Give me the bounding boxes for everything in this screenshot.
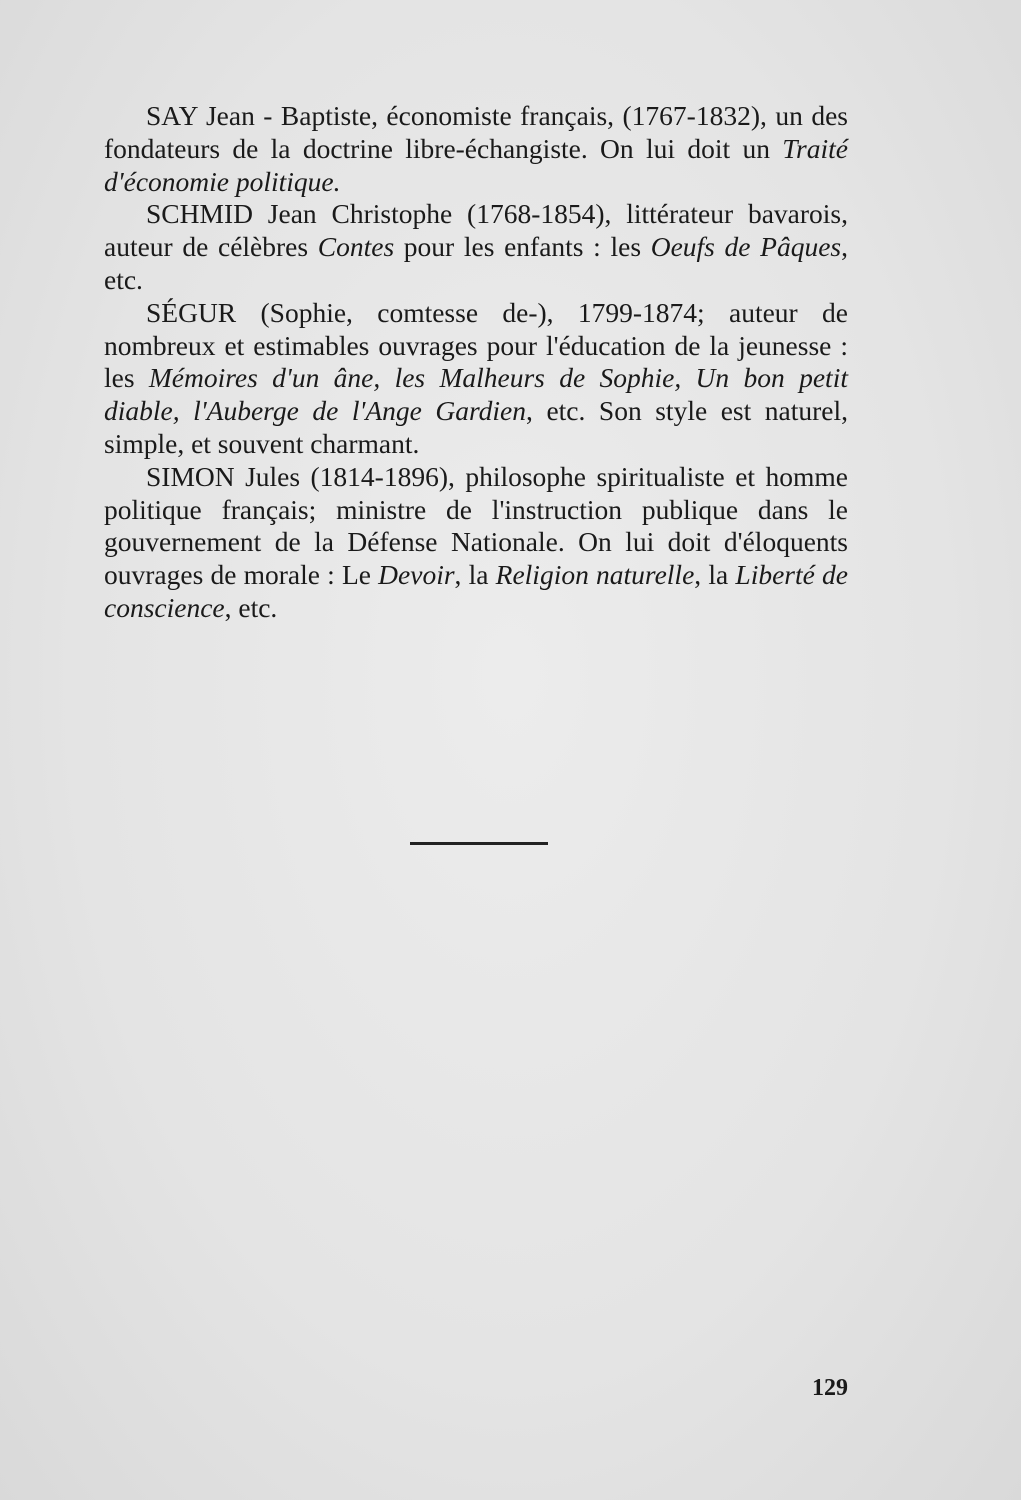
section-divider (410, 842, 548, 845)
entry-simon: SIMON Jules (1814-1896), philosophe spiritualiste et homme politique français; ministre de l'instruction publique dans le gouvernement de la Défense Nationale. On lui doit d'éloquents ouvrages de morale : Le Devoir, la Religion naturelle, la Liberté de conscience, etc. (104, 460, 848, 623)
entry-schmid: SCHMID Jean Christophe (1768-1854), littérateur bavarois, auteur de célèbres Contes pour les enfants : les Oeufs de Pâques, etc. (104, 198, 848, 295)
entry-segur: SÉGUR (Sophie, comtesse de-), 1799-1874; auteur de nombreux et estimables ouvrages pour l'éducation de la jeunesse : les Mémoires d'un âne, les Malheurs de Sophie, Un bon petit diable, l'Auberge de l'Ange Gardien, etc. Son style est naturel, simple, et souvent charmant. (104, 296, 848, 459)
page-number: 129 (812, 1375, 848, 1401)
dictionary-entries (104, 100, 848, 625)
entry-say: SAY Jean - Baptiste, économiste français, (1767-1832), un des fondateurs de la doctrine libre-échangiste. On lui doit un Traité d'économie politique. (104, 100, 848, 197)
